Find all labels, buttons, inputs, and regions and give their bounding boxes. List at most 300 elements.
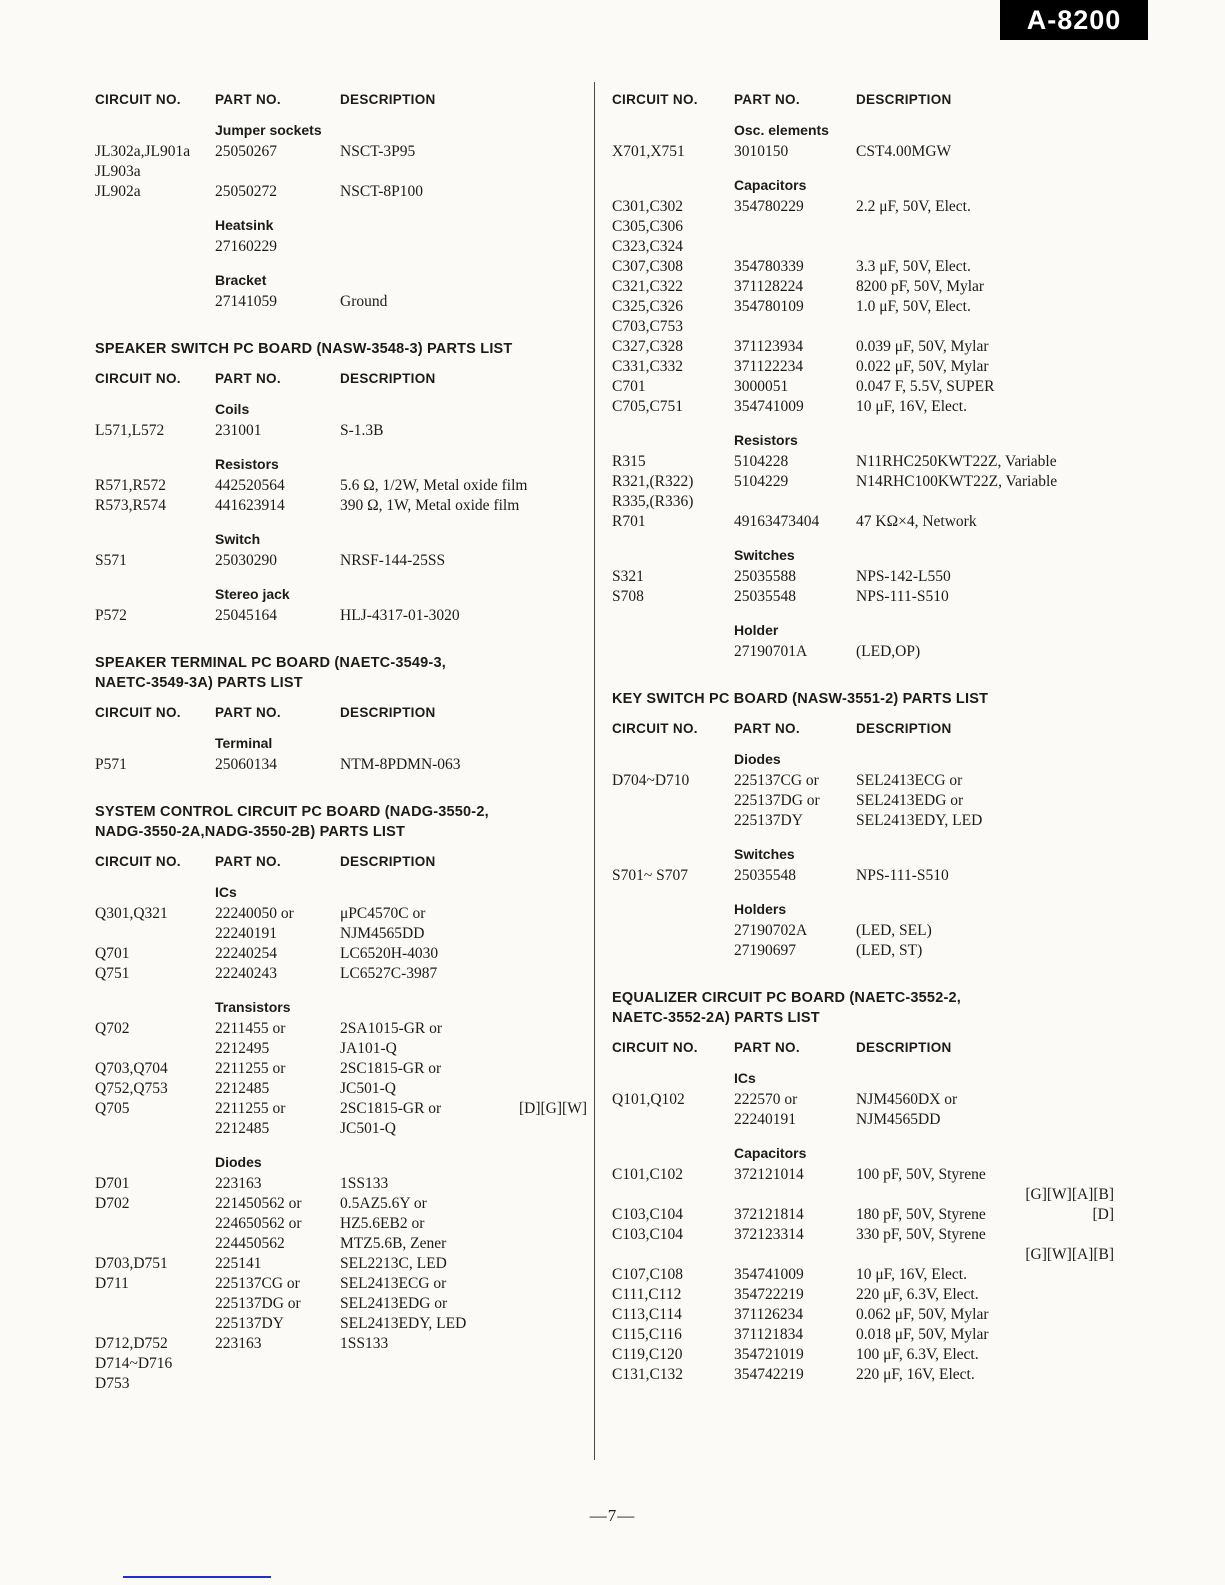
table-row [95, 142, 587, 182]
cell-line: SEL2413ECG or [340, 1275, 447, 1292]
parts-section [95, 733, 587, 775]
circuit-no-cell [95, 551, 215, 571]
cell-line: 5104228 [734, 453, 789, 470]
table-row [612, 297, 1114, 337]
cell-line: 27141059 [215, 293, 277, 310]
part-no-cell [215, 142, 340, 182]
description-cell [340, 1099, 587, 1139]
part-no-cell [734, 567, 856, 587]
table-row [612, 1225, 1114, 1265]
cell-line: L571,L572 [95, 422, 165, 439]
part-no-cell [215, 421, 340, 441]
cell-line: C131,C132 [612, 1366, 684, 1383]
cell-line: 231001 [215, 422, 262, 439]
cell-line: P572 [95, 607, 127, 624]
board-title-line: SPEAKER SWITCH PC BOARD (NASW-3548-3) PARTS LIST [95, 341, 513, 357]
part-no-cell [215, 1059, 340, 1079]
table-row [612, 1325, 1114, 1345]
circuit-no-cell [612, 866, 734, 886]
cell-line: 27190702A [734, 922, 808, 939]
table-row [95, 292, 587, 312]
left-column [95, 84, 587, 1394]
section-name: Switches [734, 547, 795, 563]
cell-line: NPS-142-L550 [856, 568, 951, 585]
description-cell [856, 337, 1114, 357]
column-header-label: DESCRIPTION [340, 371, 436, 386]
description-cell [856, 587, 1114, 607]
description-cell [856, 297, 1114, 337]
part-no-cell [734, 1325, 856, 1345]
table-row [95, 964, 587, 984]
part-no-cell [734, 277, 856, 297]
cell-line: S571 [95, 552, 127, 569]
description-cell [856, 941, 1114, 961]
section-name: Bracket [215, 272, 267, 288]
table-row [95, 1019, 587, 1059]
cell-line: N11RHC250KWT22Z, Variable [856, 453, 1057, 470]
cell-line: D704~D710 [612, 772, 690, 789]
board-title-line: SPEAKER TERMINAL PC BOARD (NAETC-3549-3, [95, 655, 446, 671]
cell-line: C103,C104 [612, 1226, 684, 1243]
section-name: Transistors [215, 999, 291, 1015]
cell-line: C119,C120 [612, 1346, 683, 1363]
parts-section [612, 620, 1114, 662]
part-no-cell [215, 1254, 340, 1274]
cell-line: 371126234 [734, 1306, 804, 1323]
variant-tags: [G][W][A][B] [1025, 1246, 1114, 1263]
cell-line: 10 μF, 16V, Elect. [856, 398, 967, 415]
description-cell [856, 1305, 1114, 1325]
part-no-cell [734, 377, 856, 397]
table-row [612, 921, 1114, 941]
section-name: Resistors [215, 456, 279, 472]
table-row [95, 1194, 587, 1254]
column-header-label: DESCRIPTION [340, 92, 436, 107]
part-no-cell [734, 1305, 856, 1325]
column-header-label: DESCRIPTION [856, 721, 952, 736]
cell-line: 2211255 or [215, 1100, 286, 1117]
cell-line: Q703,Q704 [95, 1060, 168, 1077]
cell-line: 224650562 or [215, 1215, 302, 1232]
circuit-no-cell [612, 472, 734, 512]
cell-line: 441623914 [215, 497, 285, 514]
part-no-cell [215, 1019, 340, 1059]
cell-line [856, 1185, 1114, 1205]
part-no-cell [734, 397, 856, 417]
cell-line: 0.5AZ5.6Y or [340, 1195, 427, 1212]
cell-line: 220 μF, 6.3V, Elect. [856, 1286, 979, 1303]
cell-line: 0.039 μF, 50V, Mylar [856, 338, 989, 355]
column-headers [612, 92, 1114, 107]
cell-line: C701 [612, 378, 646, 395]
cell-line: NJM4565DD [340, 925, 425, 942]
cell-line: 3010150 [734, 143, 789, 160]
cell-line: 2212485 [215, 1120, 270, 1137]
parts-section [612, 899, 1114, 961]
cell-line: SEL2413EDG or [340, 1295, 448, 1312]
column-header-label: CIRCUIT NO. [95, 705, 181, 720]
cell-line: Q752,Q753 [95, 1080, 168, 1097]
column-headers [612, 721, 1114, 736]
column-headers [95, 371, 587, 386]
description-cell [856, 1225, 1114, 1265]
cell-line: 49163473404 [734, 513, 820, 530]
cell-line: 354741009 [734, 1266, 804, 1283]
cell-line [340, 1099, 587, 1119]
table-row [612, 1090, 1114, 1130]
part-no-cell [215, 1174, 340, 1194]
circuit-no-cell [95, 904, 215, 944]
cell-line: 0.062 μF, 50V, Mylar [856, 1306, 989, 1323]
parts-section [95, 120, 587, 202]
cell-line: 354741009 [734, 398, 804, 415]
column-header-label: PART NO. [215, 92, 281, 107]
cell-line: C325,C326 [612, 298, 684, 315]
description-cell [340, 292, 587, 312]
cell-line: R701 [612, 513, 646, 530]
cell-line: C321,C322 [612, 278, 684, 295]
part-no-cell [734, 1225, 856, 1265]
cell-line: Q701 [95, 945, 130, 962]
cell-line: 225137DY [734, 812, 803, 829]
cell-line: JC501-Q [340, 1080, 396, 1097]
cell-line: C115,C116 [612, 1326, 682, 1343]
board-title-line: NADG-3550-2A,NADG-3550-2B) PARTS LIST [95, 824, 406, 840]
table-row [612, 1365, 1114, 1385]
table-row [612, 257, 1114, 277]
cell-line: 225137DY [215, 1315, 284, 1332]
column-header-label: CIRCUIT NO. [612, 92, 698, 107]
cell-line: S321 [612, 568, 644, 585]
cell-line: C103,C104 [612, 1206, 684, 1223]
cell-line: JL903a [95, 163, 141, 180]
description-cell [856, 452, 1114, 472]
parts-section [95, 215, 587, 257]
cell-line: LC6527C-3987 [340, 965, 438, 982]
part-no-cell [734, 357, 856, 377]
column-header-label: PART NO. [734, 92, 800, 107]
cell-line: 354780109 [734, 298, 804, 315]
part-no-cell [734, 1165, 856, 1205]
column-header-label: CIRCUIT NO. [612, 1040, 698, 1055]
parts-section [95, 1152, 587, 1394]
column-headers [95, 854, 587, 869]
right-column [612, 84, 1114, 1385]
cell-line: R321,(R322) [612, 473, 694, 490]
cell-line: 330 pF, 50V, Styrene [856, 1226, 986, 1243]
cell-line: SEL2413EDG or [856, 792, 964, 809]
column-header-label: PART NO. [734, 721, 800, 736]
part-no-cell [215, 1194, 340, 1254]
part-no-cell [734, 771, 856, 831]
cell-line: 25030290 [215, 552, 277, 569]
part-no-cell [734, 1265, 856, 1285]
circuit-no-cell [95, 292, 215, 312]
cell-line: 10 μF, 16V, Elect. [856, 1266, 967, 1283]
column-headers [95, 705, 587, 720]
column-header-label: DESCRIPTION [340, 854, 436, 869]
circuit-no-cell [612, 1345, 734, 1365]
cell-line: 442520564 [215, 477, 285, 494]
cell-line: 5.6 Ω, 1/2W, Metal oxide film [340, 477, 528, 494]
table-row [95, 496, 587, 516]
part-no-cell [215, 1099, 340, 1139]
parts-section [95, 584, 587, 626]
column-header-label: CIRCUIT NO. [95, 854, 181, 869]
cell-line: Q705 [95, 1100, 130, 1117]
part-no-cell [734, 197, 856, 257]
table-row [612, 866, 1114, 886]
cell-line: 1SS133 [340, 1335, 389, 1352]
cell-line: C111,C112 [612, 1286, 682, 1303]
part-no-cell [734, 452, 856, 472]
cell-line: 1.0 μF, 50V, Elect. [856, 298, 971, 315]
cell-line: 371128224 [734, 278, 804, 295]
cell-line: 225137DG or [734, 792, 820, 809]
column-header-label: PART NO. [734, 1040, 800, 1055]
cell-line: 354721019 [734, 1346, 804, 1363]
cell-line: D711 [95, 1275, 129, 1292]
cell-line: C301,C302 [612, 198, 684, 215]
circuit-no-cell [95, 1194, 215, 1254]
cell-line: C703,C753 [612, 318, 684, 335]
part-no-cell [215, 237, 340, 257]
part-no-cell [215, 755, 340, 775]
table-row [95, 182, 587, 202]
cell-line: NSCT-3P95 [340, 143, 416, 160]
table-row [612, 771, 1114, 831]
part-no-cell [734, 1285, 856, 1305]
part-no-cell [215, 496, 340, 516]
parts-section [612, 749, 1114, 831]
table-row [612, 1165, 1114, 1205]
cell-line: 371123934 [734, 338, 804, 355]
parts-section [95, 997, 587, 1139]
table-row [95, 1079, 587, 1099]
part-no-cell [734, 1365, 856, 1385]
circuit-no-cell [95, 476, 215, 496]
cell-line: (LED, ST) [856, 942, 923, 959]
cell-line: 2SA1015-GR or [340, 1020, 443, 1037]
cell-line: NJM4565DD [856, 1111, 941, 1128]
cell-line: 225137CG or [734, 772, 819, 789]
column-headers [612, 1040, 1114, 1055]
part-no-cell [734, 257, 856, 277]
cell-line: P571 [95, 756, 127, 773]
part-no-cell [734, 142, 856, 162]
section-name: Resistors [734, 432, 798, 448]
description-cell [340, 1334, 587, 1394]
board-title-line: NAETC-3552-2A) PARTS LIST [612, 1010, 820, 1026]
part-no-cell [734, 472, 856, 512]
part-no-cell [215, 606, 340, 626]
cell-line: 22240191 [215, 925, 277, 942]
circuit-no-cell [95, 1174, 215, 1194]
table-row [95, 551, 587, 571]
circuit-no-cell [612, 642, 734, 662]
cell-line: C323,C324 [612, 238, 684, 255]
circuit-no-cell [612, 297, 734, 337]
section-name: Heatsink [215, 217, 274, 233]
column-header-label: DESCRIPTION [856, 1040, 952, 1055]
cell-line: MTZ5.6B, Zener [340, 1235, 447, 1252]
cell-line: Q301,Q321 [95, 905, 168, 922]
section-name: Stereo jack [215, 586, 290, 602]
table-row [612, 357, 1114, 377]
description-cell [340, 1059, 587, 1079]
cell-line: 25050272 [215, 183, 277, 200]
column-header-label: CIRCUIT NO. [95, 371, 181, 386]
description-cell [856, 1345, 1114, 1365]
circuit-no-cell [95, 182, 215, 202]
table-row [612, 337, 1114, 357]
table-row [612, 1205, 1114, 1225]
cell-line: μPC4570C or [340, 905, 426, 922]
cell-line: 27160229 [215, 238, 277, 255]
cell-line: 372121014 [734, 1166, 804, 1183]
description-cell [340, 964, 587, 984]
table-row [612, 567, 1114, 587]
description-cell [856, 1205, 1114, 1225]
cell-line: HZ5.6EB2 or [340, 1215, 425, 1232]
table-row [95, 755, 587, 775]
parts-section [612, 844, 1114, 886]
cell-line: HLJ-4317-01-3020 [340, 607, 460, 624]
section-name: Capacitors [734, 1145, 807, 1161]
cell-line: 25045164 [215, 607, 277, 624]
table-row [95, 606, 587, 626]
parts-section [95, 529, 587, 571]
cell-line: 27190701A [734, 643, 808, 660]
column-header-label: DESCRIPTION [340, 705, 436, 720]
circuit-no-cell [612, 452, 734, 472]
circuit-no-cell [612, 1365, 734, 1385]
table-row [612, 512, 1114, 532]
table-row [612, 472, 1114, 512]
cell-line: 372121814 [734, 1206, 804, 1223]
description-cell [340, 1174, 587, 1194]
description-cell [856, 771, 1114, 831]
table-row [612, 452, 1114, 472]
part-no-cell [734, 337, 856, 357]
cell-line: (LED,OP) [856, 643, 921, 660]
circuit-no-cell [612, 1325, 734, 1345]
cell-line: R335,(R336) [612, 493, 694, 510]
description-cell [340, 1274, 587, 1334]
description-cell [340, 1194, 587, 1254]
cell-line: 225137DG or [215, 1295, 301, 1312]
footer-link-line [123, 1576, 271, 1578]
cell-line: Q702 [95, 1020, 130, 1037]
table-row [612, 1265, 1114, 1285]
section-name: Holders [734, 901, 787, 917]
cell-line: SEL2413EDY, LED [340, 1315, 467, 1332]
cell-line: 22240050 or [215, 905, 294, 922]
circuit-no-cell [95, 1254, 215, 1274]
section-name: Holder [734, 622, 779, 638]
part-no-cell [215, 1274, 340, 1334]
cell-line: 354780229 [734, 198, 804, 215]
part-no-cell [215, 292, 340, 312]
description-cell [340, 606, 587, 626]
column-header-label: CIRCUIT NO. [95, 92, 181, 107]
cell-line: SEL2413EDY, LED [856, 812, 983, 829]
table-row [612, 1345, 1114, 1365]
table-row [95, 1334, 587, 1394]
board-title [95, 653, 587, 693]
circuit-no-cell [612, 771, 734, 831]
cell-line: 0.022 μF, 50V, Mylar [856, 358, 989, 375]
description-cell [856, 197, 1114, 257]
cell-line: C305,C306 [612, 218, 684, 235]
cell-line: D701 [95, 1175, 130, 1192]
circuit-no-cell [612, 1305, 734, 1325]
cell-line: 100 μF, 6.3V, Elect. [856, 1346, 979, 1363]
table-row [95, 904, 587, 944]
cell-line: 25035548 [734, 588, 796, 605]
part-no-cell [734, 1090, 856, 1130]
cell-line: 2.2 μF, 50V, Elect. [856, 198, 971, 215]
part-no-cell [734, 512, 856, 532]
circuit-no-cell [612, 257, 734, 277]
circuit-no-cell [612, 277, 734, 297]
cell-line: C107,C108 [612, 1266, 684, 1283]
cell-line: NTM-8PDMN-063 [340, 756, 461, 773]
section-name: Coils [215, 401, 250, 417]
circuit-no-cell [95, 1079, 215, 1099]
description-cell [856, 1325, 1114, 1345]
cell-line: C705,C751 [612, 398, 684, 415]
part-no-cell [215, 964, 340, 984]
cell-line: 371121834 [734, 1326, 804, 1343]
part-no-cell [215, 1334, 340, 1394]
cell-line: 225137CG or [215, 1275, 300, 1292]
cell-line: 225141 [215, 1255, 262, 1272]
description-cell [856, 472, 1114, 512]
circuit-no-cell [95, 142, 215, 182]
circuit-no-cell [612, 1285, 734, 1305]
description-cell [340, 904, 587, 944]
description-cell [340, 1079, 587, 1099]
table-row [95, 1099, 587, 1139]
cell-line: 223163 [215, 1335, 262, 1352]
section-name: Jumper sockets [215, 122, 322, 138]
circuit-no-cell [612, 1165, 734, 1205]
parts-section [612, 1143, 1114, 1385]
circuit-no-cell [95, 1019, 215, 1059]
cell-line: 100 pF, 50V, Styrene [856, 1166, 986, 1183]
circuit-no-cell [612, 142, 734, 162]
description-cell [856, 1365, 1114, 1385]
cell-line: 2212495 [215, 1040, 270, 1057]
circuit-no-cell [95, 606, 215, 626]
cell-line: JC501-Q [340, 1120, 396, 1137]
cell-line: 22240191 [734, 1111, 796, 1128]
cell-line: 223163 [215, 1175, 262, 1192]
description-cell [856, 277, 1114, 297]
cell-line [856, 1205, 1114, 1225]
cell-line: 3.3 μF, 50V, Elect. [856, 258, 971, 275]
section-name: ICs [215, 884, 237, 900]
cell-line: JL902a [95, 183, 141, 200]
cell-line: LC6520H-4030 [340, 945, 439, 962]
cell-line: R571,R572 [95, 477, 167, 494]
cell-line: 371122234 [734, 358, 804, 375]
cell-line: 2211455 or [215, 1020, 286, 1037]
description-cell [856, 377, 1114, 397]
description-cell [856, 567, 1114, 587]
description-cell [856, 357, 1114, 377]
